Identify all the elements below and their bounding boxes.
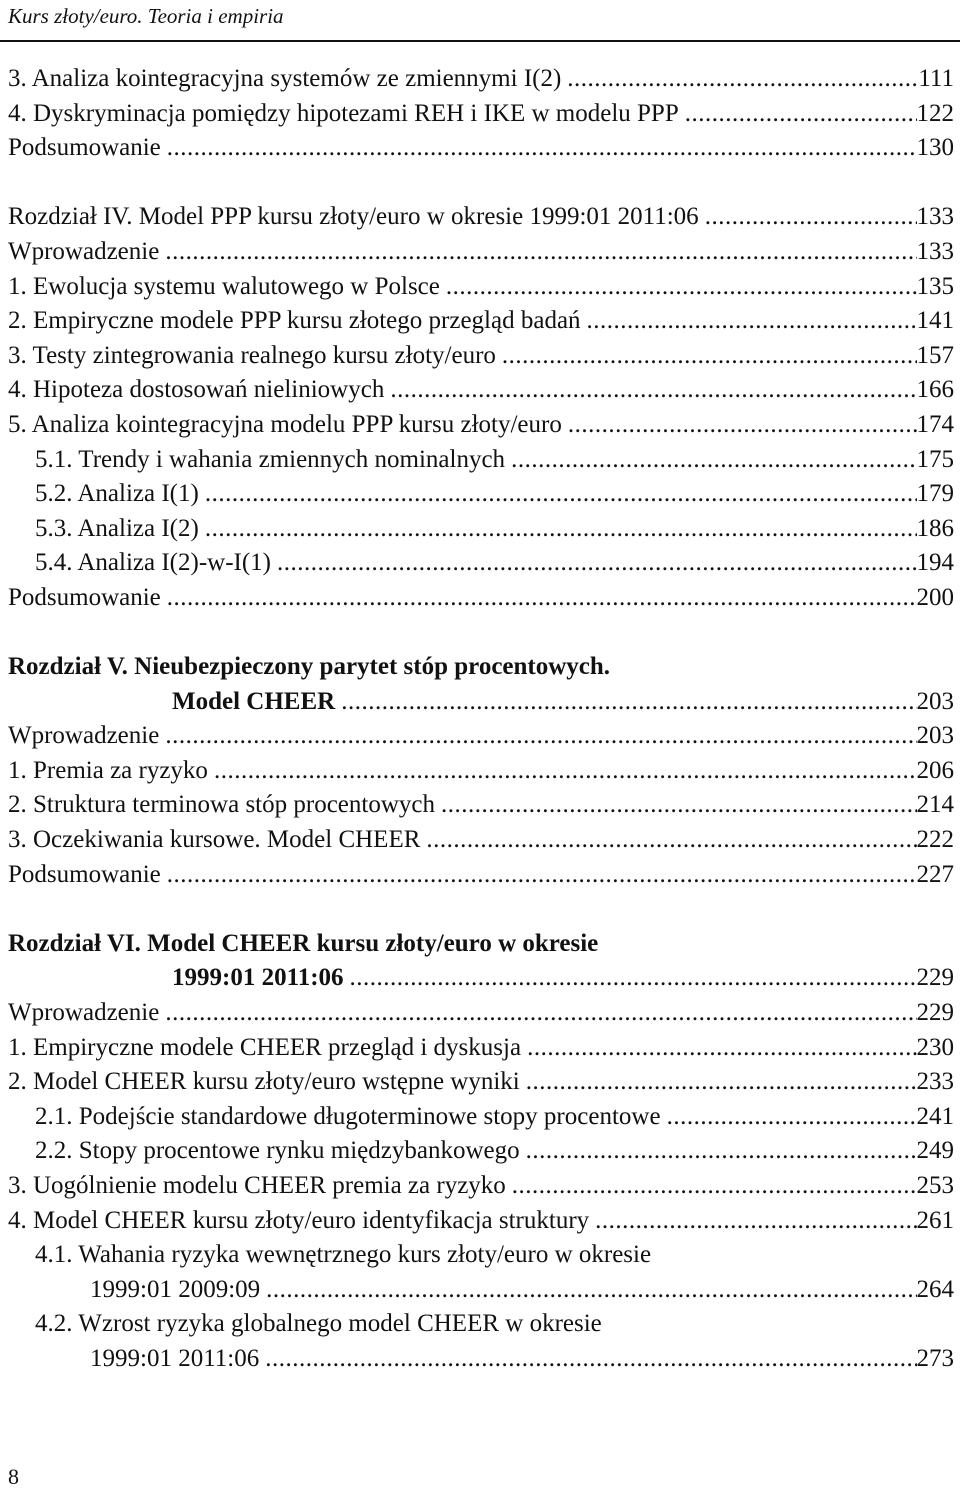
toc-entry-page: 122: [916, 99, 954, 127]
toc-dot-leader: [568, 408, 917, 443]
toc-entry-title: 1999:01 2009:09: [90, 1275, 261, 1303]
toc-entry: [8, 754, 954, 789]
toc-entry-page: 200: [916, 583, 954, 611]
toc-entry: [8, 961, 954, 996]
toc-entry-page: 203: [916, 687, 954, 715]
toc-entry-title: 2. Struktura terminowa stóp procentowych: [8, 791, 435, 819]
toc-dot-leader: [567, 62, 918, 97]
toc-entry: [8, 1238, 954, 1273]
toc-entry-page: 133: [916, 237, 954, 265]
toc-entry: [8, 685, 954, 720]
toc-entry-page: 214: [916, 791, 954, 819]
toc-entry-page: 203: [916, 722, 954, 750]
toc-entry: [8, 581, 954, 616]
toc-entry-title: Podsumowanie: [8, 860, 161, 888]
toc-entry-page: 261: [916, 1206, 954, 1234]
toc-dot-leader: [165, 996, 916, 1031]
toc-entry: [8, 1169, 954, 1204]
toc-dot-leader: [511, 443, 916, 478]
toc-entry: [8, 477, 954, 512]
toc-entry-page: 179: [916, 480, 954, 508]
toc-entry: [8, 339, 954, 374]
toc-dot-leader: [390, 373, 916, 408]
toc-entry: [8, 1204, 954, 1239]
toc-entry-title: 5. Analiza kointegracyjna modelu PPP kursu złoty/euro: [8, 410, 562, 438]
toc-entry: [8, 408, 954, 443]
toc-entry-title: 1. Empiryczne modele CHEER przegląd i dyskusja: [8, 1033, 522, 1061]
toc-entry: [8, 512, 954, 547]
toc-entry-page: 157: [916, 341, 954, 369]
toc-entry-title: 1999:01 2011:06: [172, 964, 344, 992]
toc-entry-title: 5.4. Analiza I(2)-w-I(1): [35, 549, 272, 577]
toc-entry-title: 4. Dyskryminacja pomiędzy hipotezami REH i IKE w modelu PPP: [8, 99, 679, 127]
toc-dot-leader: [595, 1204, 916, 1239]
toc-entry-page: 133: [916, 203, 954, 231]
toc-dot-leader: [265, 1342, 916, 1377]
toc-entry-title: 1. Ewolucja systemu walutowego w Polsce: [8, 272, 440, 300]
toc-entry-page: 230: [916, 1033, 954, 1061]
toc-entry: [8, 200, 954, 235]
toc-entry-page: 111: [918, 65, 954, 92]
toc-dot-leader: [165, 719, 916, 754]
toc-entry-title: Rozdział V. Nieubezpieczony parytet stóp procentowych.: [8, 653, 611, 681]
toc-entry: [8, 1100, 954, 1135]
toc-entry-page: 135: [916, 272, 954, 300]
toc-entry-title: 2.2. Stopy procentowe rynku międzybankowego: [35, 1137, 520, 1165]
toc-dot-leader: [205, 477, 917, 512]
toc-dot-leader: [705, 200, 917, 235]
toc-dot-leader: [526, 1065, 917, 1100]
toc-dot-leader: [685, 97, 917, 132]
toc-entry-title: 1999:01 2011:06: [90, 1344, 260, 1372]
toc-entry: [8, 97, 954, 132]
toc-entry-title: 2. Empiryczne modele PPP kursu złotego przegląd badań: [8, 307, 581, 335]
toc-entry-page: 241: [916, 1102, 954, 1130]
toc-dot-leader: [165, 235, 916, 270]
toc-entry-title: Wprowadzenie: [8, 999, 160, 1027]
toc-entry-page: 233: [916, 1068, 954, 1096]
toc-entry-title: 2. Model CHEER kursu złoty/euro wstępne wyniki: [8, 1068, 520, 1096]
toc-dot-leader: [441, 788, 917, 823]
table-of-contents: [8, 62, 954, 1377]
toc-dot-leader: [167, 581, 917, 616]
toc-entry-page: 227: [916, 860, 954, 888]
toc-entry-title: 3. Analiza kointegracyjna systemów ze zmiennymi I(2): [8, 65, 562, 92]
toc-dot-leader: [350, 961, 917, 996]
toc-dot-leader: [214, 754, 917, 789]
toc-entry: [8, 270, 954, 305]
toc-dot-leader: [667, 1100, 917, 1135]
toc-dot-leader: [426, 823, 916, 858]
toc-entry-page: 222: [916, 826, 954, 854]
toc-entry: [8, 1134, 954, 1169]
toc-dot-leader: [527, 1031, 916, 1066]
toc-entry-title: 1. Premia za ryzyko: [8, 756, 208, 784]
toc-dot-leader: [205, 512, 917, 547]
toc-entry: [8, 304, 954, 339]
toc-entry: [8, 62, 954, 97]
toc-dot-leader: [446, 270, 917, 305]
toc-entry-title: Rozdział VI. Model CHEER kursu złoty/euro w okresie: [8, 929, 599, 957]
toc-entry-title: 4.1. Wahania ryzyka wewnętrznego kurs złoty/euro w okresie: [35, 1241, 652, 1269]
toc-entry: [8, 1307, 954, 1342]
toc-entry-page: 273: [916, 1344, 954, 1372]
toc-entry-title: 4.2. Wzrost ryzyka globalnego model CHEER w okresie: [35, 1310, 602, 1338]
toc-dot-leader: [587, 304, 917, 339]
toc-entry-title: Wprowadzenie: [8, 722, 160, 750]
toc-entry-page: 194: [916, 549, 954, 577]
toc-entry: [8, 1342, 954, 1377]
toc-entry-title: 3. Testy zintegrowania realnego kursu złoty/euro: [8, 341, 496, 369]
toc-dot-leader: [266, 1273, 916, 1308]
toc-entry-page: 166: [916, 376, 954, 404]
toc-entry: [8, 719, 954, 754]
toc-entry-page: 186: [916, 514, 954, 542]
toc-entry: [8, 788, 954, 823]
running-head: Kurs złoty/euro. Teoria i empiria: [8, 4, 284, 28]
toc-entry-title: Wprowadzenie: [8, 237, 160, 265]
toc-entry-title: Podsumowanie: [8, 583, 161, 611]
toc-entry-title: 4. Hipoteza dostosowań nieliniowych: [8, 376, 385, 404]
toc-entry-title: Model CHEER: [172, 687, 336, 715]
toc-entry: [8, 546, 954, 581]
toc-entry-page: 253: [916, 1172, 954, 1199]
toc-entry-title: 5.2. Analiza I(1): [35, 480, 199, 508]
toc-entry-page: 175: [916, 445, 954, 473]
toc-entry-title: Rozdział IV. Model PPP kursu złoty/euro w okresie 1999:01 2011:06: [8, 203, 699, 231]
toc-entry: [8, 131, 954, 166]
toc-entry-page: 141: [916, 307, 954, 335]
toc-entry: [8, 650, 954, 685]
page-number: 8: [8, 1464, 19, 1489]
toc-entry: [8, 858, 954, 893]
toc-entry-title: 5.1. Trendy i wahania zmiennych nominalnych: [35, 445, 506, 473]
toc-entry: [8, 1273, 954, 1308]
toc-entry-page: 174: [916, 410, 954, 438]
toc-dot-leader: [167, 858, 917, 893]
toc-entry: [8, 927, 954, 962]
toc-entry: [8, 373, 954, 408]
toc-entry: [8, 235, 954, 270]
toc-dot-leader: [277, 546, 916, 581]
toc-dot-leader: [526, 1134, 917, 1169]
toc-entry-page: 130: [916, 134, 954, 162]
toc-dot-leader: [341, 685, 916, 720]
toc-dot-leader: [512, 1169, 917, 1204]
toc-dot-leader: [167, 131, 917, 166]
toc-entry: [8, 443, 954, 478]
toc-entry-page: 264: [916, 1275, 954, 1303]
header-rule: [0, 40, 960, 42]
toc-dot-leader: [502, 339, 917, 374]
toc-entry-title: 3. Oczekiwania kursowe. Model CHEER: [8, 826, 421, 854]
toc-entry: [8, 823, 954, 858]
toc-entry-title: 5.3. Analiza I(2): [35, 514, 199, 542]
toc-entry-title: 3. Uogólnienie modelu CHEER premia za ryzyko: [8, 1172, 506, 1199]
toc-entry-title: 4. Model CHEER kursu złoty/euro identyfikacja struktury: [8, 1206, 590, 1234]
toc-entry-title: 2.1. Podejście standardowe długoterminowe stopy procentowe: [35, 1102, 661, 1130]
toc-entry-page: 249: [916, 1137, 954, 1165]
toc-entry: [8, 1065, 954, 1100]
toc-entry: [8, 996, 954, 1031]
toc-entry-page: 206: [916, 756, 954, 784]
toc-entry-page: 229: [916, 999, 954, 1027]
toc-entry-title: Podsumowanie: [8, 134, 161, 162]
toc-entry: [8, 1031, 954, 1066]
toc-entry-page: 229: [916, 964, 954, 992]
